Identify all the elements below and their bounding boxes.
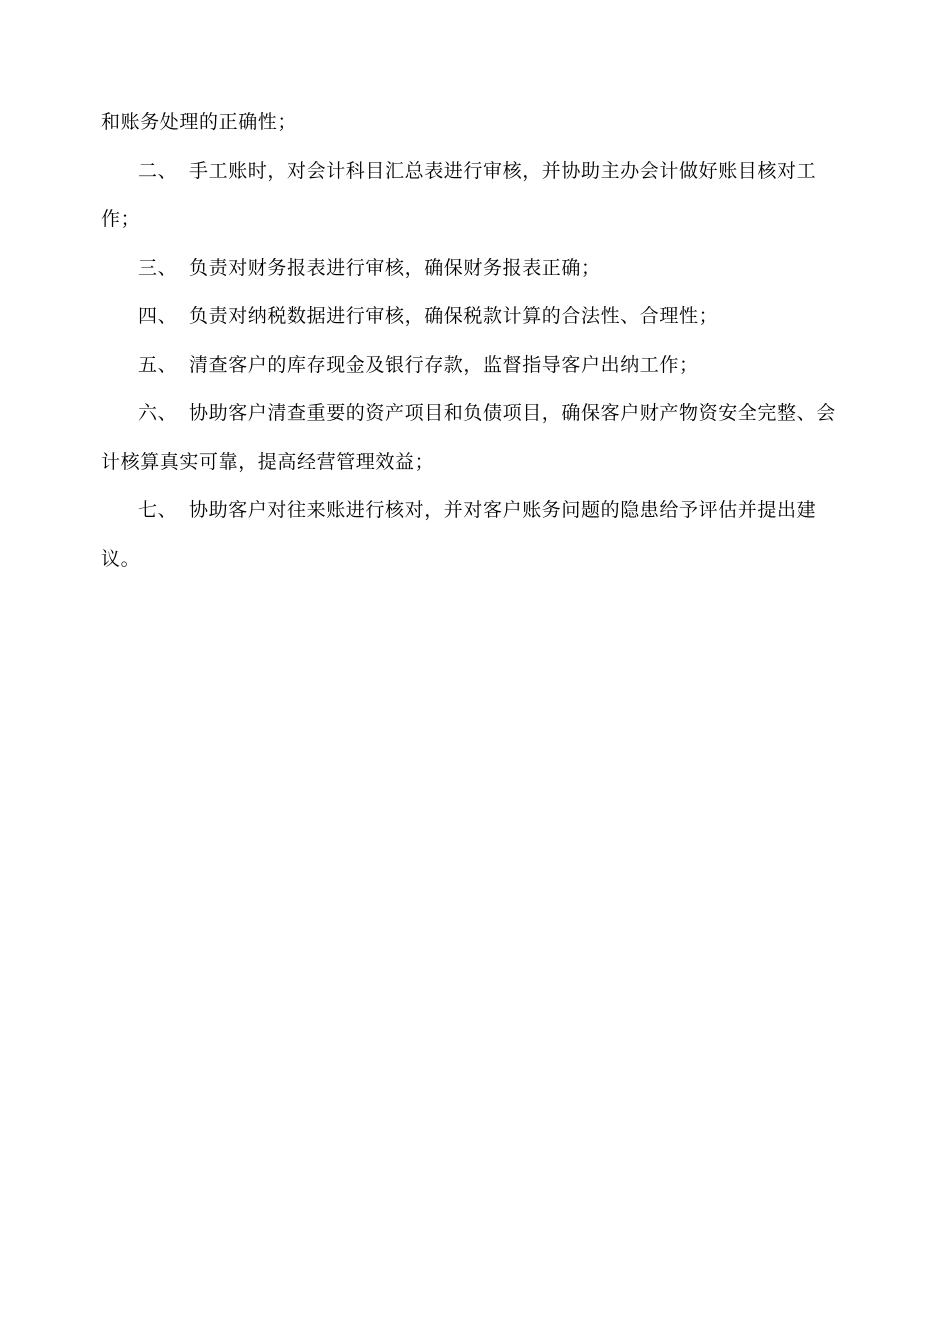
list-item-number: 三、 [138, 256, 178, 279]
list-item-text: 清查客户的库存现金及银行存款，监督指导客户出纳工作； [189, 353, 699, 376]
list-item-number: 七、 [138, 499, 178, 521]
list-item-text: 协助客户对往来账进行核对，并对客户账务问题的隐患给予评估并提出建议。 [101, 499, 817, 570]
list-item-2 [101, 147, 853, 244]
list-item-4 [101, 292, 853, 341]
continuation-paragraph: 和账务处理的正确性； [101, 111, 298, 133]
document-body [101, 98, 853, 583]
list-item-3 [101, 244, 853, 293]
list-item-7 [101, 486, 853, 583]
list-item-text: 协助客户清查重要的资产项目和负债项目，确保客户财产物资安全完整、会计核算真实可靠，提高经营管理效益； [101, 402, 836, 473]
list-item-number: 四、 [138, 305, 178, 327]
list-item-number: 五、 [138, 353, 178, 376]
list-item-number: 二、 [138, 159, 178, 182]
list-item-text: 负责对纳税数据进行审核，确保税款计算的合法性、合理性； [189, 305, 719, 327]
list-item-6 [101, 389, 853, 486]
list-item-number: 六、 [138, 402, 178, 424]
list-item-5 [101, 341, 853, 390]
list-item-text: 负责对财务报表进行审核，确保财务报表正确； [189, 256, 601, 279]
list-item-text: 手工账时，对会计科目汇总表进行审核，并协助主办会计做好账目核对工作； [101, 159, 817, 230]
